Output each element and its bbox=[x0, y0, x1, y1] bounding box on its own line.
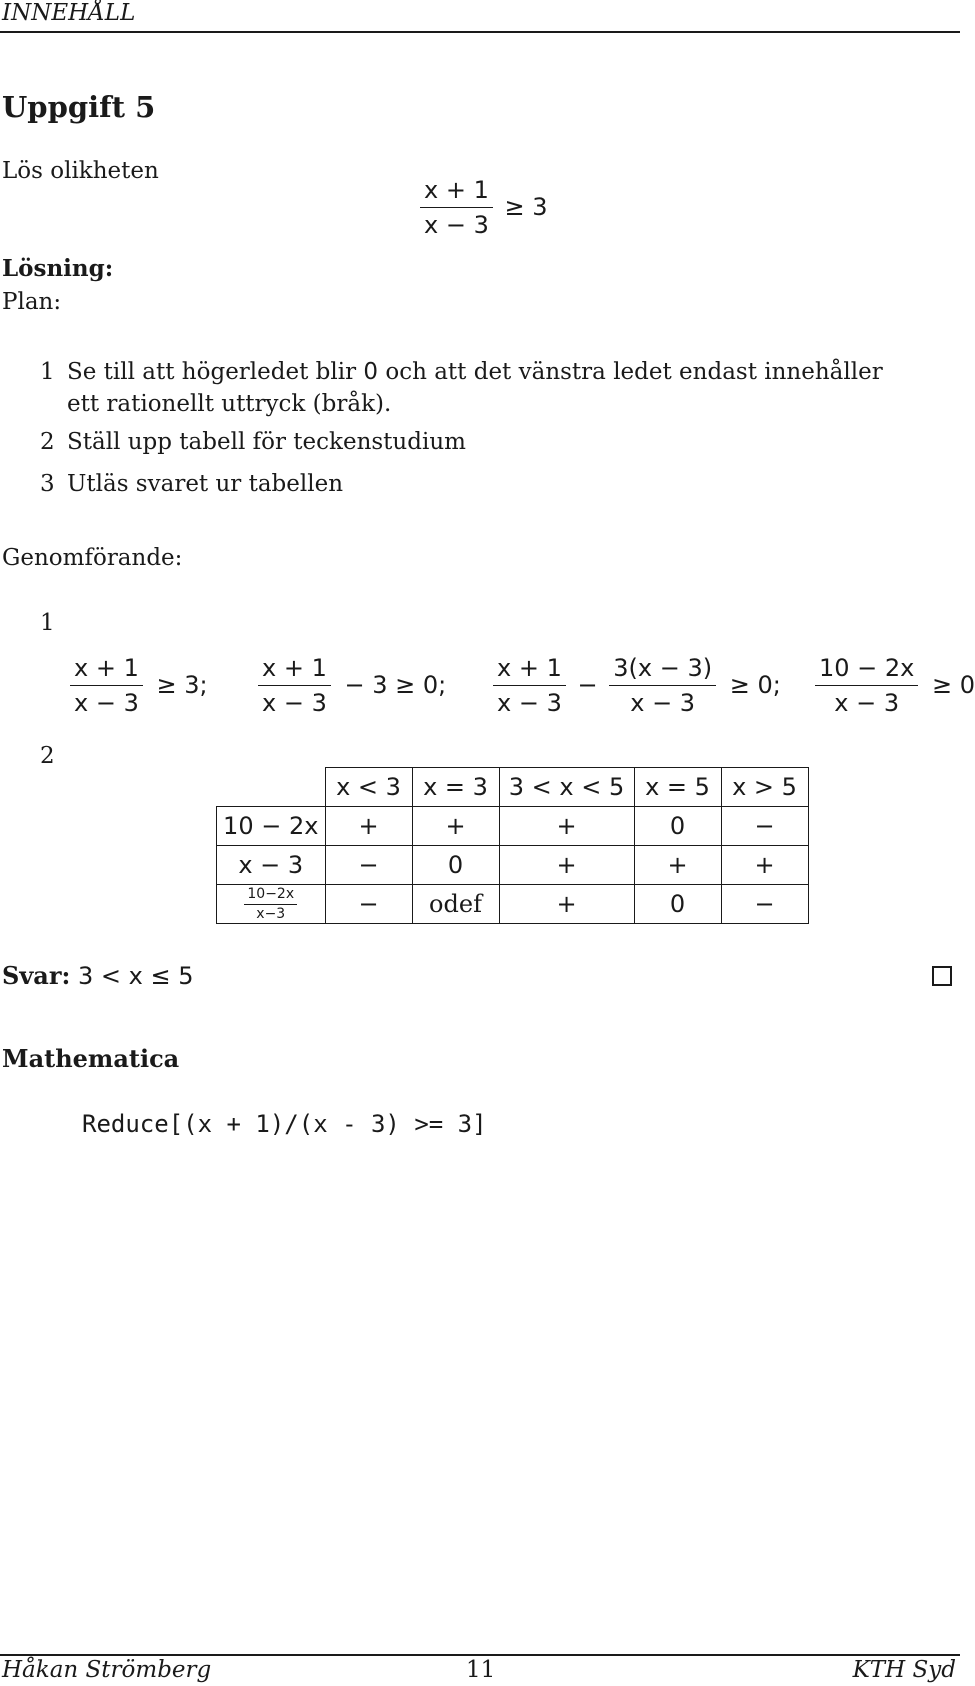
footer-rule bbox=[0, 1654, 960, 1656]
table-cell: − bbox=[325, 846, 412, 885]
plan-item-number: 2 bbox=[40, 429, 55, 455]
problem-inequality bbox=[420, 178, 548, 238]
step-2-number: 2 bbox=[40, 743, 55, 769]
table-header-row bbox=[217, 768, 809, 807]
table-cell: 0 bbox=[634, 807, 721, 846]
step-1-expr-2: $\frac{x + 1}{x - 3}$ − 3 ≥ 0; bbox=[258, 656, 446, 716]
step-1-expr-1: $\frac{x + 1}{x - 3}$ ≥ 3; bbox=[70, 656, 208, 716]
table-cell: 0 bbox=[412, 846, 499, 885]
table-row-label: x − 3 bbox=[217, 846, 326, 885]
table-row bbox=[217, 846, 809, 885]
solution-label: Lösning: bbox=[2, 255, 114, 282]
table-cell: − bbox=[721, 885, 808, 924]
table-cell: + bbox=[634, 846, 721, 885]
table-row bbox=[217, 807, 809, 846]
table-cell: − bbox=[721, 807, 808, 846]
mathematica-heading: Mathematica bbox=[2, 1044, 180, 1073]
plan-label: Plan: bbox=[2, 289, 62, 315]
intro-text: Lös olikheten bbox=[2, 158, 159, 184]
plan-item-1: 1 Se till att högerledet blir 0 och att det vänstra ledet endast innehåller ett rationellt uttryck (bråk). bbox=[40, 356, 883, 420]
table-cell: + bbox=[721, 846, 808, 885]
header-title: INNEHÅLL bbox=[2, 0, 136, 26]
table-header-cell: 3 < x < 5 bbox=[499, 768, 634, 807]
page-number: 11 bbox=[466, 1657, 496, 1683]
problem-fraction: $\frac{x + 1}{x - 3}$ bbox=[420, 178, 493, 238]
answer-label: Svar: bbox=[2, 961, 71, 990]
plan-item-number: 1 bbox=[40, 359, 55, 385]
table-row bbox=[217, 885, 809, 924]
table-cell: 0 bbox=[634, 885, 721, 924]
qed-box-icon bbox=[932, 966, 952, 986]
answer-line bbox=[2, 961, 193, 990]
table-cell: odef bbox=[412, 885, 499, 924]
problem-rhs: ≥ 3 bbox=[504, 193, 548, 222]
table-row-label: $\frac{10-2x}{x-3}$ bbox=[217, 885, 326, 924]
plan-item-2: 2 Ställ upp tabell för teckenstudium bbox=[40, 429, 466, 455]
table-cell: + bbox=[499, 846, 634, 885]
task-heading: Uppgift 5 bbox=[2, 90, 156, 124]
sign-table bbox=[216, 767, 809, 924]
header-rule bbox=[0, 31, 960, 33]
table-cell: + bbox=[412, 807, 499, 846]
plan-item-number: 3 bbox=[40, 471, 55, 497]
execution-label: Genomförande: bbox=[2, 545, 183, 571]
step-1-expr-4: $\frac{10 - 2x}{x - 3}$ ≥ 0 bbox=[815, 656, 975, 716]
table-header-cell: x < 3 bbox=[325, 768, 412, 807]
table-cell: + bbox=[499, 807, 634, 846]
step-1-number: 1 bbox=[40, 610, 55, 636]
footer-institution: KTH Syd bbox=[852, 1657, 956, 1683]
footer-author: Håkan Strömberg bbox=[2, 1657, 212, 1683]
plan-item-3: 3 Utläs svaret ur tabellen bbox=[40, 471, 344, 497]
table-header-cell: x = 5 bbox=[634, 768, 721, 807]
step-1-expr-3: $\frac{x + 1}{x - 3}$ − $\frac{3(x - 3)}{x - 3}$ ≥ 0; bbox=[493, 656, 781, 716]
table-cell: + bbox=[499, 885, 634, 924]
table-cell: − bbox=[325, 885, 412, 924]
table-header-cell: x > 5 bbox=[721, 768, 808, 807]
table-corner bbox=[217, 768, 326, 807]
answer-text: 3 < x ≤ 5 bbox=[77, 962, 194, 990]
mathematica-code: Reduce[(x + 1)/(x - 3) >= 3] bbox=[82, 1110, 487, 1138]
table-row-label: 10 − 2x bbox=[217, 807, 326, 846]
table-header-cell: x = 3 bbox=[412, 768, 499, 807]
table-cell: + bbox=[325, 807, 412, 846]
